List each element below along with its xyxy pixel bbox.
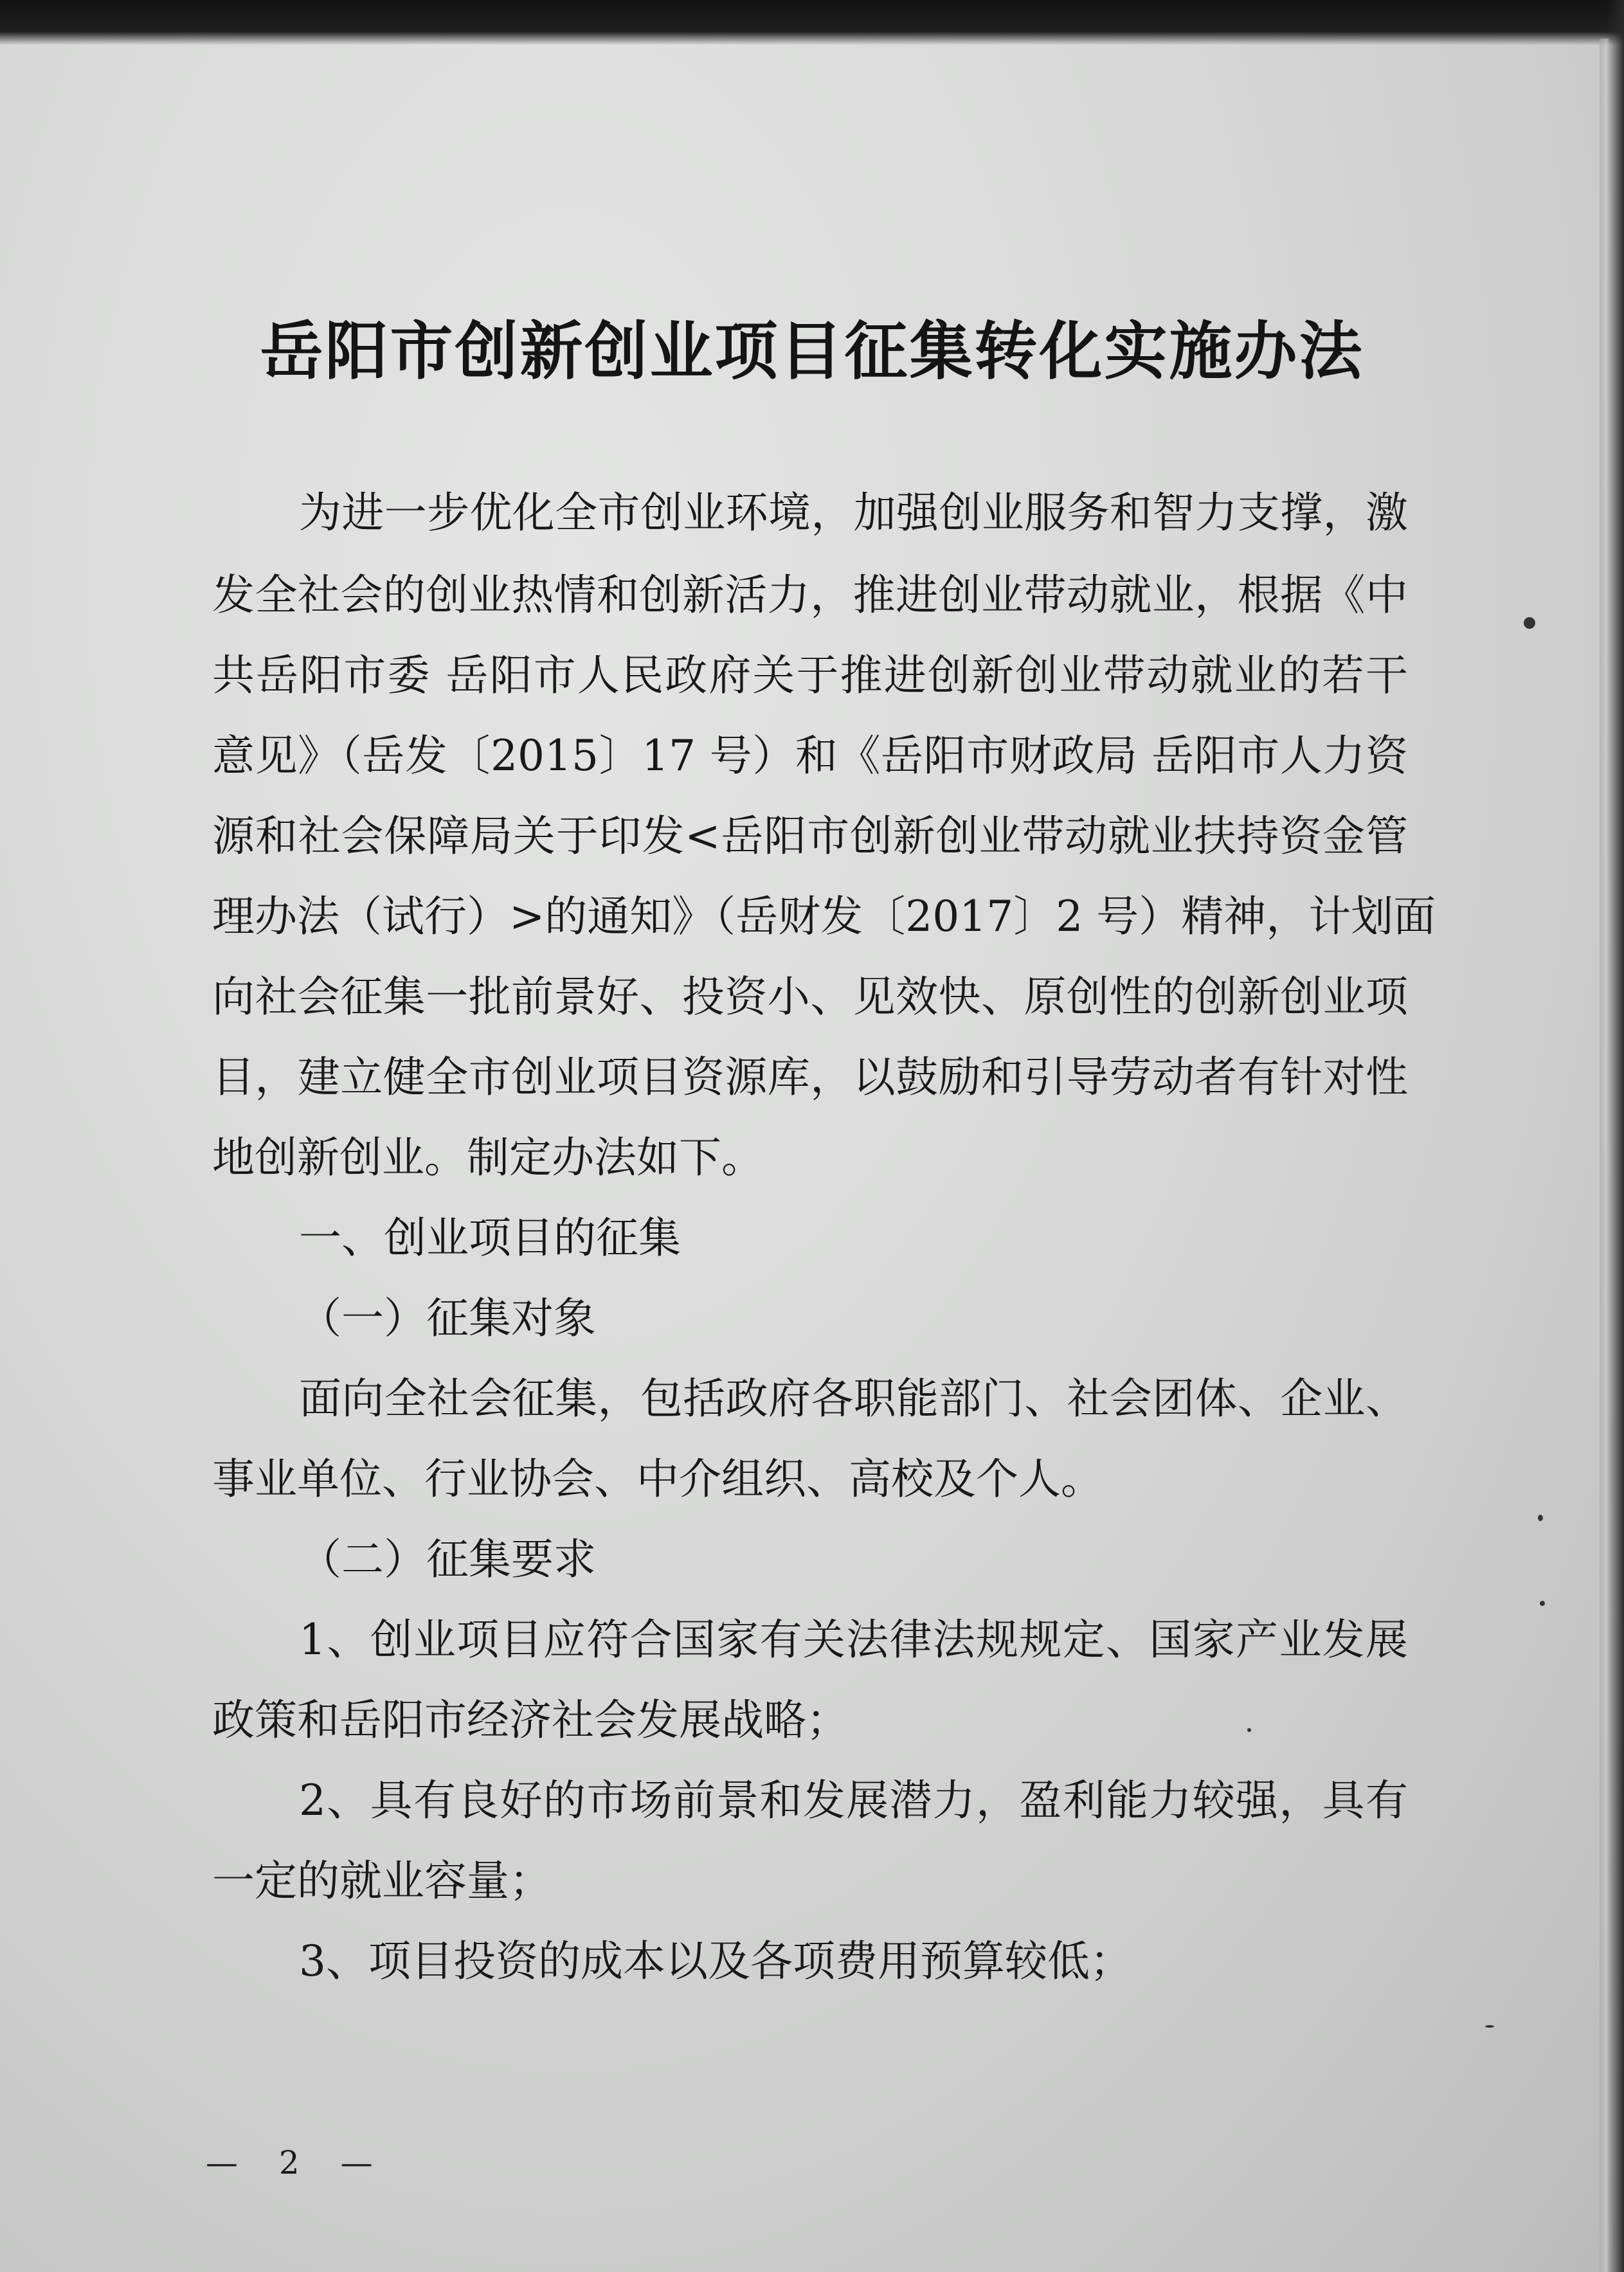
list-item: 政策和岳阳市经济社会发展战略； (212, 1695, 849, 1745)
paragraph-line: 发全社会的创业热情和创新活力，推进创业带动就业，根据《中 (212, 570, 1408, 620)
list-item: 2、具有良好的市场前景和发展潜力，盈利能力较强，具有 (299, 1776, 1408, 1825)
paragraph-line: 面向全社会征集，包括政府各职能部门、社会团体、企业、 (299, 1374, 1408, 1423)
scan-speck (1485, 2025, 1494, 2028)
list-item: 3、项目投资的成本以及各项费用预算较低； (299, 1936, 1132, 1986)
scan-shadow-top (0, 0, 1624, 45)
paragraph-line: 共岳阳市委 岳阳市人民政府关于推进创新创业带动就业的若干 (212, 651, 1408, 700)
document-title: 岳阳市创新创业项目征集转化实施办法 (260, 314, 1364, 388)
paragraph-line: 意见》（岳发〔2015〕17 号）和《岳阳市财政局 岳阳市人力资 (212, 731, 1408, 780)
subsection-heading: （二）征集要求 (299, 1535, 596, 1584)
paragraph-line: 地创新创业。制定办法如下。 (212, 1133, 764, 1182)
scan-speck (1538, 1515, 1543, 1521)
paragraph-line: 理办法（试行）>的通知》（岳财发〔2017〕2 号）精神，计划面 (212, 892, 1436, 941)
paragraph-line: 源和社会保障局关于印发<岳阳市创新创业带动就业扶持资金管 (212, 811, 1408, 861)
list-item: 1、创业项目应符合国家有关法律法规规定、国家产业发展 (299, 1615, 1408, 1664)
scan-speck (1247, 1728, 1251, 1732)
paragraph-line: 事业单位、行业协会、中介组织、高校及个人。 (212, 1454, 1103, 1504)
subsection-heading: （一）征集对象 (299, 1294, 596, 1343)
list-item: 一定的就业容量； (212, 1856, 552, 1906)
scan-speck (1524, 617, 1535, 629)
section-heading: 一、创业项目的征集 (299, 1213, 681, 1263)
paragraph-line: 目，建立健全市创业项目资源库，以鼓励和引导劳动者有针对性 (212, 1052, 1408, 1102)
page-number: — 2 — (206, 2144, 388, 2181)
scan-speck (1540, 1601, 1545, 1606)
paragraph-line: 向社会征集一批前景好、投资小、见效快、原创性的创新创业项 (212, 972, 1408, 1022)
paragraph-line: 为进一步优化全市创业环境，加强创业服务和智力支撑，激 (299, 488, 1408, 537)
